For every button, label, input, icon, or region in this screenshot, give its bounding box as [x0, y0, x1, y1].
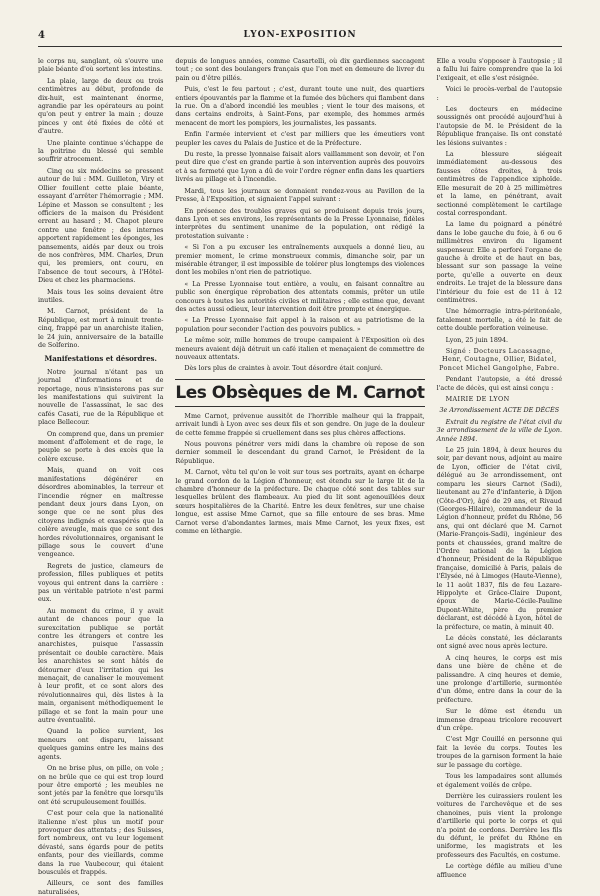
article-title: Les Obsèques de M. Carnot [175, 379, 424, 407]
column-2 [175, 57, 424, 837]
paragraph: Mardi, tous les journaux se donnaient rendez-vous au Pavillon de la Presse, à l'Exposition, et signaient l'appel suivant : [175, 186, 425, 204]
registre-extract: Extrait du registre de l'état civil du 3e arrondissement de la ville de Lyon. Année 1894. [436, 417, 562, 443]
paragraph: Quand la police survient, les meneurs ont disparu, laissant quelques gamins entre les mains des agents. [38, 727, 164, 761]
column-1 [38, 57, 164, 896]
paragraph: Sur le dôme est étendu un immense drapeau tricolore recouvert d'un crêpe. [436, 707, 562, 733]
paragraph: La plaie, large de deux ou trois centimètres au début, profonde de dix-huit, est maintenant énorme, agrandie par les opérateurs au point qu'on peut y entrer la main ; douze pinces y ont été fixées de côté et d'autre. [38, 76, 164, 136]
paragraph: « La Presse Lyonnaise fait appel à la raison et au patriotisme de la population pour seconder l'action des pouvoirs publics. » [175, 316, 425, 333]
article-columns [38, 57, 562, 896]
paragraph: Tous les lampadaires sont allumés et également voilés de crêpe. [436, 772, 562, 789]
mairie-heading: MAIRIE DE LYON [445, 395, 510, 404]
paragraph: Voici le procès-verbal de l'autopsie : [436, 85, 562, 102]
paragraph: « Si l'on a pu excuser les entraînements auxquels a donné lieu, au premier moment, le crime monstrueux commis, dimanche soir, par un misérable étranger, il est impossible de tolérer plus longtemps des violences dont les mobiles n'ont rien de patriotique. [175, 243, 425, 277]
paragraph: C'est Mgr Couillé en personne qui fait la levée du corps. Toutes les troupes de la garnison forment la haie sur le passage du cortège. [436, 735, 562, 769]
paragraph: Enfin l'armée intervient et c'est par milliers que les émeutiers vont peupler les caves du Palais de Justice et de la Préfecture. [175, 130, 425, 147]
paragraph: Le cortège défile au milieu d'une affluence [436, 862, 562, 879]
paragraph: M. Carnot, président de la République, est mort à minuit trente-cinq, frappé par un anarchiste italien, le 24 juin, anniversaire de la bataille de Solferino. [38, 307, 164, 349]
running-head: LYON-EXPOSITION [243, 30, 357, 40]
report-paragraph: La lame du poignard a pénétré dans le lobe gauche du foie, à 6 ou 6 millimètres environ du ligament suspenseur. Elle a perforé l'organe de gauche à droite et de haut en bas, blessant sur son passage la veine porte, qu'elle a ouverte en deux endroits. Le trajet de la blessure dans l'intérieur du foie est de 11 à 12 centimètres. [436, 220, 562, 304]
paragraph: Mais, quand on voit ces manifestations dégénérer en désordres abominables, la terreur et l'incendie régner en maîtresse pendant deux jours dans Lyon, on songe que ce ne sont plus des citoyens indignés et exaspérés que la colère aveugle, mais que ce sont des hordes révolutionnaires, organisant le pillage sous le couvert d'une vengeance. [38, 466, 164, 559]
paragraph: Mais tous les soins devaient être inutiles. [38, 287, 164, 304]
paragraph: Derrière les cuirassiers roulent les voitures de l'archevêque et de ses chanoines, puis vient la prolonge d'artillerie qui porte le corps et qui n'a point de cordons. Derrière les fils du défunt, le préfet du Rhône en uniforme, les magistrats et les professeurs des Facultés, en costume. [436, 791, 562, 859]
paragraph: Au moment du crime, il y avait autant de chances pour que la surexcitation publique se portât contre les étrangers et contre les anarchistes, puisque l'assassin présentait ce double caractère. Mais les anarchistes se sont hâtés de détourner d'eux l'irritation qui les menaçait, de canaliser le mouvement à leur profit, et ce sont alors des révolutionnaires qui, dès listes à la main, organisent méthodiquement le pillage et se font la main pour une autre éventualité. [38, 606, 164, 725]
acte-heading: 3e Arrondissement ACTE DE DÉCÈS [439, 406, 560, 415]
paragraph: Pendant l'autopsie, a été dressé l'acte de décès, qui est ainsi conçu : [436, 375, 562, 392]
paragraph: Mme Carnot, prévenue aussitôt de l'horrible malheur qui la frappait, arrivait lundi à Lyon avec ses deux fils et son gendre. On juge de la douleur de cette femme frappée si cruellement dans ses plus chères affections. [175, 411, 425, 437]
acte-text: Le décès constaté, les déclarants ont signé avec nous après lecture. [436, 634, 562, 651]
paragraph: On ne brise plus, on pille, on vole ; on ne brûle que ce qui est trop lourd pour être emporté ; les meubles ne sont jetés par la fenêtre que lorsqu'ils ont été scrupuleusement fouillés. [38, 764, 164, 806]
paragraph: On comprend que, dans un premier moment d'affolement et de rage, le peuple se porte à des excès que la colère excuse. [38, 429, 164, 463]
report-paragraph: La blessure siégeait immédiatement au-dessous des fausses côtes droites, à trois centimètres de l'appendice xiphoïde. Elle mesurait de 20 à 25 millimètres et la lame, en pénétrant, avait sectionné complètement le cartilage costal correspondant. [436, 150, 562, 217]
paragraph: Ailleurs, ce sont des familles naturalisées, [38, 879, 164, 896]
report-paragraph: Les docteurs en médecine soussignés ont procédé aujourd'hui à l'autopsie de M. le Président de la République française. Ils ont constaté les lésions suivantes : [436, 105, 562, 147]
paragraph: Une plainte continue s'échappe de la poitrine du blessé qui semble souffrir atrocement. [38, 138, 164, 164]
paragraph: Cinq ou six médecins se pressent autour de lui : MM. Guilleton, Viry et Ollier fouillent cette plaie béante, essayant d'arrêter l'hémorragie ; MM. Lépine et Masson se consultent ; les officiers de la maison du Président errent au hasard ; M. Chapot pleure contre une fenêtre ; des internes apportent rapidement les éponges, les pansements, aidés par deux ou trois de nos confrères, MM. Charles, Drun qui, les premiers, ont couru, en l'absence de tout secours, à l'Hôtel-Dieu et chez les pharmaciens. [38, 166, 164, 285]
paragraph: Notre journal n'étant pas un journal d'informations et de reportage, nous n'insisterons pas sur les manifestations qui suivirent la nouvelle de l'assassinat, le sac des cafés Casati, rue de la République et place Bellecour. [38, 367, 164, 427]
paragraph: « La Presse Lyonnaise tout entière, a voulu, en faisant connaître au public son énergique réprobation des attentats commis, prêter un utile concours à toutes les autorités civiles et militaires ; elle estime que, devant des actes aussi odieux, leur intervention doit être prompte et énergique. [175, 279, 425, 313]
section-heading: Manifestations et désordres. [44, 354, 157, 364]
page-header [38, 30, 562, 47]
paragraph: A cinq heures, le corps est mis dans une bière de chêne et de palissandre. A cinq heures et demie, une prolonge d'artillerie, surmontée d'un dôme, entre dans la cour de la préfecture. [436, 653, 562, 704]
page-number: 4 [38, 30, 45, 41]
paragraph: En présence des troubles graves qui se produisent depuis trois jours, dans Lyon et ses environs, les représentants de la Presse Lyonnaise, fidèles interprètes du sentiment unanime de la population, ont rédigé la protestation suivante : [175, 206, 425, 240]
paragraph: Dès lors plus de craintes à avoir. Tout désordre était conjuré. [184, 364, 383, 373]
paragraph: C'est pour cela que la nationalité italienne n'est plus un motif pour provoquer des attentats ; des Suisses, fort nombreux, ont vu leur logement dévasté, sans égards pour de petits enfants, pour des vieillards, comme dans la rue Vaubecour, qui étaient bousculés et frappés. [38, 809, 164, 876]
paragraph: depuis de longues années, comme Casartelli, où dix gardiennes saccagent tout ; ce sont des boulangers français que l'on met en demeure de livrer du pain ou d'être pillés. [175, 57, 425, 82]
paragraph: Puis, c'est le feu partout ; c'est, durant toute une nuit, des quartiers entiers épouvantés par la flamme et la fumée des bûchers qui flambent dans la rue. On a d'abord incendié les meubles ; vient le tour des maisons, et dans certains endroits, à Saint-Fons, par exemple, des hommes armés menacent de mort les pompiers, les journalistes, les passants. [175, 85, 425, 127]
paragraph: Regrets de justice, clameurs de profession, filles publiques et petits voyous qui entrent dans la carrière : pas un véritable patriote n'est parmi eux. [38, 561, 164, 604]
paragraph: Elle a voulu s'opposer à l'autopsie ; il a fallu lui faire comprendre que la loi l'exigeait, et elle s'est résignée. [436, 57, 562, 82]
paragraph: Le même soir, mille hommes de troupe campaient à l'Exposition où des meneurs avaient déjà détruit un café italien et menaçaient de commettre de nouveaux attentats. [175, 336, 425, 361]
paragraph: M. Carnot, vêtu tel qu'on le voit sur tous ses portraits, ayant en écharpe le grand cordon de la Légion d'honneur, est étendu sur le large lit de la chambre d'honneur de la préfecture. De chaque côté sont des tables sur lesquelles brûlent des flambeaux. Au pied du lit sont agenouillées deux sœurs hospitalières de la Charité. Entre les deux fenêtres, sur une chaise longue, est assise Mme Carnot, que sa fille entoure de ses bras. Mme Carnot verse d'abondantes larmes, mais Mme Carnot, les yeux fixes, est comme en léthargie. [175, 468, 425, 536]
report-paragraph: Une hémorragie intra-péritonéale, fatalement mortelle, a été le fait de cette double perforation veineuse. [436, 307, 562, 333]
paragraph: Nous pouvons pénétrer vers midi dans la chambre où repose de son dernier sommeil le descendant du grand Carnot, le Président de la République. [175, 440, 425, 465]
paragraph: Du reste, la presse lyonnaise faisait alors vaillamment son devoir, et l'on peut dire que c'est en grande partie à son intervention auprès des pouvoirs et à sa fermeté que Lyon a dû de voir l'ordre régner enfin dans les quartiers livrés au pillage et à l'incendie. [175, 150, 425, 184]
report-date: Lyon, 25 juin 1894. [445, 335, 509, 344]
acte-text: Le 25 juin 1894, à deux heures du soir, par devant nous, adjoint au maire de Lyon, officier de l'état civil, délégué au 3e arrondissement, ont comparu les sieurs Carnot (Sadi), lieutenant au 27e d'infanterie, à Dijon (Côte-d'Or), âgé de 29 ans, et Rivaud (Georges-Hilaire), commandeur de la Légion d'honneur, préfet du Rhône, 56 ans, qui ont déclaré que M. Carnot (Marie-François-Sadi), ingénieur des ponts et chaussées, grand maître de l'Ordre national de la Légion d'honneur, Président de la République française, domicilié à Paris, palais de l'Élysée, né à Limoges (Haute-Vienne), le 11 août 1837, fils de feu Lazare-Hippolyte et Grâce-Claire Dupont, époux de Marie-Cécile-Pauline Dupont-White, père du premier déclarant, est décédé à Lyon, hôtel de la préfecture, ce matin, à minuit 40. [436, 446, 562, 631]
paragraph: le corps nu, sanglant, où s'ouvre une plaie béante d'où sortent les intestins. [38, 57, 164, 74]
report-signatures: Signé : Docteurs Lacassagne, Henr, Coutagne, Ollier, Bidatel, Poncet Michel Gangolphe, Fabre. [439, 347, 560, 372]
column-3 [436, 57, 562, 879]
